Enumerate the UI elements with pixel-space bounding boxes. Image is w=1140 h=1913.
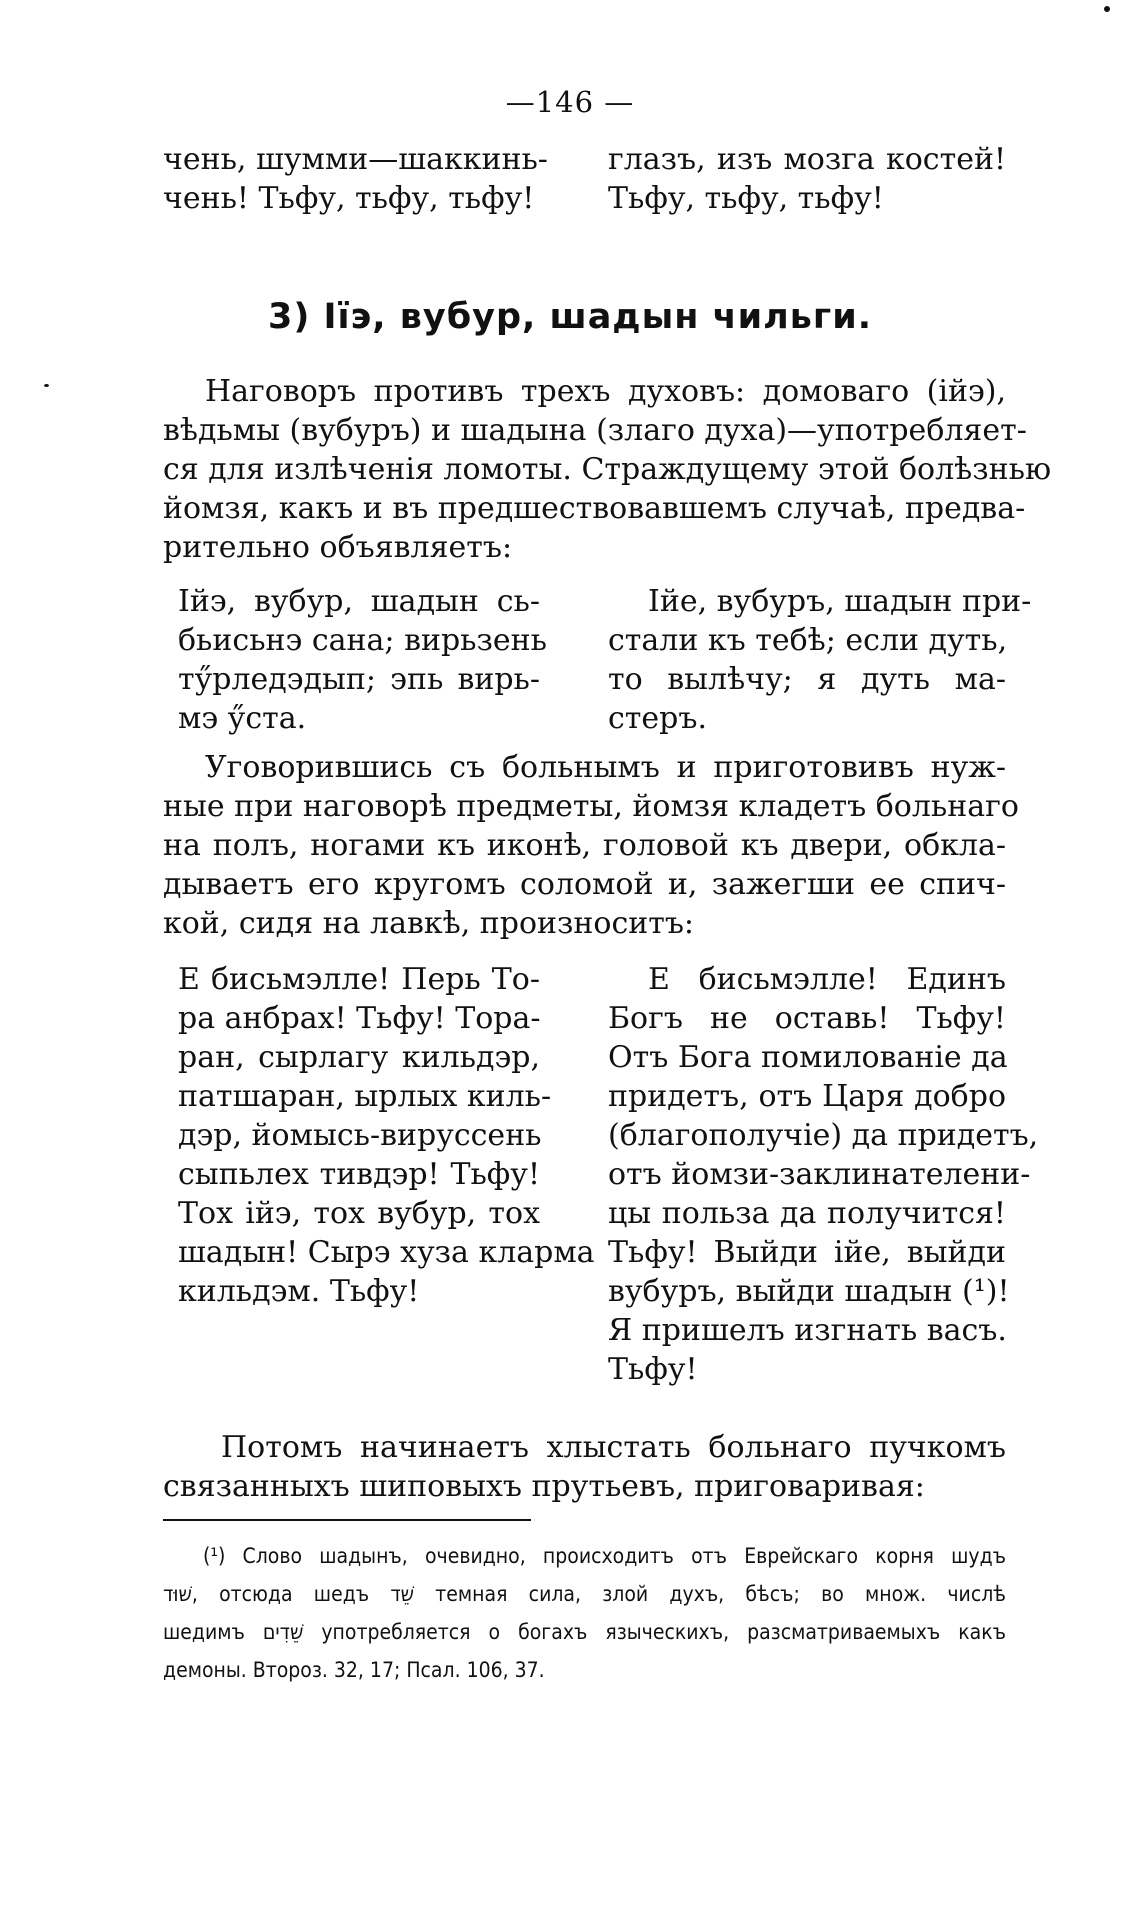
scan-speck: [1104, 6, 1110, 12]
verse1-chuvash-column: [178, 582, 547, 738]
verse-line: Тьфу! Выйди iйе, выйди: [608, 1235, 1006, 1270]
paragraph-line: йомзя, какъ и въ предшествовавшемъ случаѣ, предва-: [163, 491, 1026, 526]
verse-line: Iйе, вубуръ, шадын при-: [648, 584, 1032, 619]
verse-line: придетъ, отъ Царя добро: [608, 1079, 1006, 1114]
verse1-russian-column: [608, 582, 1032, 738]
footnote: [163, 1537, 1006, 1689]
verse-line: сыпьлех тивдэр! Тьфу!: [178, 1157, 540, 1192]
section-heading: 3) Іïэ, вубур, шадын чильги.: [267, 297, 873, 337]
verse-line: ран, сырлагу кильдэр,: [178, 1040, 540, 1075]
verse-line: Iйэ, вубур, шадын сь-: [178, 584, 540, 619]
verse-line: Тох iйэ, тох вубур, тох: [178, 1196, 540, 1231]
verse-line: Отъ Бога помилованіе да: [608, 1040, 1008, 1075]
verse-line: тӳрледэдып; эпь вирь-: [178, 662, 540, 697]
verse-line: стали къ тебѣ; если дуть,: [608, 623, 1008, 658]
footnote-rule: [163, 1519, 531, 1521]
paragraph-line: ся для излѣченія ломоты. Страждущему этой болѣзнью: [163, 452, 1052, 487]
paragraph-line: Наговоръ противъ трехъ духовъ: домоваго (iйэ),: [205, 374, 1006, 409]
verse-line: то вылѣчу; я дуть ма-: [608, 662, 1006, 697]
verse-line: Тьфу, тьфу, тьфу!: [608, 181, 884, 216]
verse-line: Богъ не оставь! Тьфу!: [608, 1001, 1006, 1036]
verse-line: Е бисьмэлле! Единъ: [648, 962, 1006, 997]
page-number: —146 —: [505, 85, 635, 119]
verse-line: (благополучіе) да придетъ,: [608, 1118, 1039, 1153]
verse-line: кильдэм. Тьфу!: [178, 1274, 420, 1309]
verse2-chuvash-column: [178, 960, 595, 1311]
paragraph-line: на полъ, ногами къ иконѣ, головой къ двери, обкла-: [163, 828, 1006, 863]
paragraph-line: связанныхъ шиповыхъ прутьевъ, приговаривая:: [163, 1469, 925, 1504]
footnote-line: демоны. Второз. 32, 17; Псал. 106, 37.: [163, 1658, 545, 1682]
verse-line: Е бисьмэлле! Перь То-: [178, 962, 540, 997]
verse-line: мэ ӳста.: [178, 701, 307, 736]
verse-line: шадын! Сырэ хуза клармa: [178, 1235, 595, 1270]
top-right-column: [608, 140, 1006, 218]
verse-line: чень, шумми—шаккинь-: [163, 142, 548, 177]
verse-line: бьисьнэ сана; вирьзень: [178, 623, 547, 658]
scan-speck: [44, 384, 49, 387]
verse-line: патшаран, ырлых киль-: [178, 1079, 552, 1114]
verse-line: Я пришелъ изгнать васъ.: [608, 1313, 1007, 1348]
verse-line: отъ йомзи-заклинателени-: [608, 1157, 1031, 1192]
verse-line: дэр, йомысь-вируссень: [178, 1118, 542, 1153]
footnote-line: שׁוּד, отсюда шедъ שֵׁד темная сила, злой духъ, бѣсъ; во множ. числѣ: [163, 1582, 1006, 1606]
closing-paragraph: [163, 1428, 1006, 1506]
verse-line: Тьфу!: [608, 1352, 698, 1387]
paragraph-line: ные при наговорѣ предметы, йомзя кладетъ больнаго: [163, 789, 1019, 824]
top-left-column: [163, 140, 548, 218]
paragraph-line: дываетъ его кругомъ соломой и, зажегши ее спич-: [163, 867, 1006, 902]
middle-paragraph: [163, 748, 1019, 943]
verse-line: глазъ, изъ мозга костей!: [608, 142, 1006, 177]
verse-line: вубуръ, выйди шадын (¹)!: [608, 1274, 1010, 1309]
verse2-russian-column: [608, 960, 1039, 1389]
verse-line: цы польза да получится!: [608, 1196, 1006, 1231]
verse-line: стеръ.: [608, 701, 707, 736]
paragraph-line: вѣдьмы (вубуръ) и шадына (злаго духа)—употребляет-: [163, 413, 1027, 448]
footnote-line: (¹) Слово шадынъ, очевидно, происходитъ отъ Еврейскаго корня шудъ: [203, 1544, 1006, 1568]
intro-paragraph: [163, 372, 1052, 567]
paragraph-line: кой, сидя на лавкѣ, произноситъ:: [163, 906, 695, 941]
paragraph-line: Потомъ начинаетъ хлыстать больнаго пучкомъ: [221, 1430, 1006, 1465]
paragraph-line: рительно объявляетъ:: [163, 530, 513, 565]
verse-line: чень! Тьфу, тьфу, тьфу!: [163, 181, 535, 216]
paragraph-line: Уговорившись съ больнымъ и приготовивъ нуж-: [205, 750, 1006, 785]
footnote-line: шедимъ שֵׁדִים употребляется о богахъ языческихъ, разсматриваемыхъ какъ: [163, 1620, 1006, 1644]
verse-line: ра анбрах! Тьфу! Тора-: [178, 1001, 541, 1036]
